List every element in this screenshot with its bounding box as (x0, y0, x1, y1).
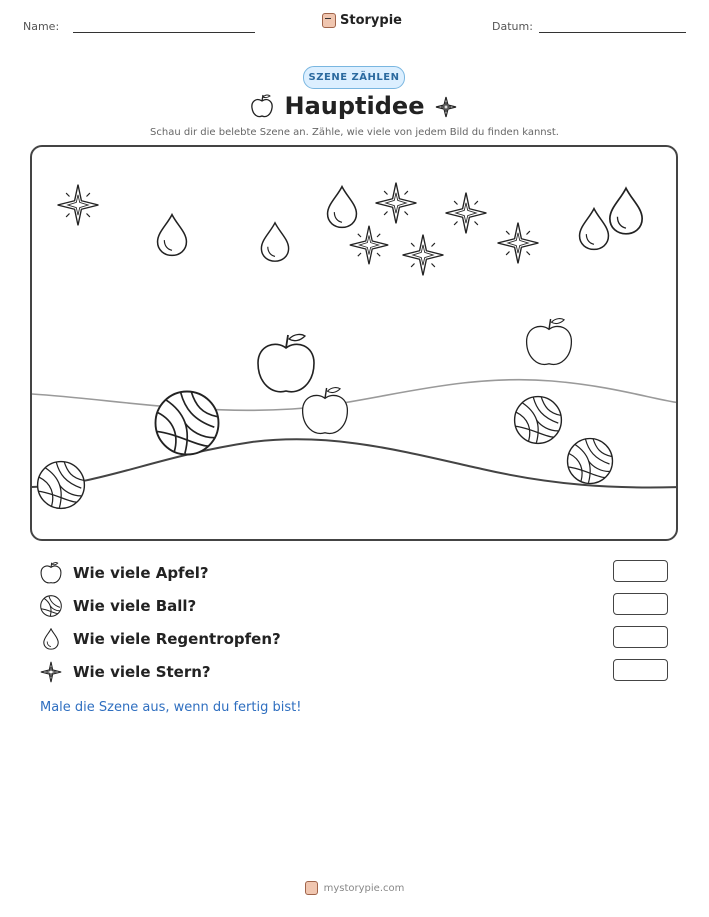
sparkle-star-icon (58, 185, 99, 226)
raindrop-icon (328, 187, 357, 228)
footer (0, 881, 709, 895)
sparkle-star-icon (350, 226, 388, 264)
volleyball-icon (568, 439, 613, 484)
question-text: Wie viele Apfel? (73, 564, 209, 582)
answer-box-apples[interactable] (613, 560, 668, 582)
answer-box-raindrops[interactable] (613, 626, 668, 648)
apple-icon (258, 334, 314, 391)
question-text: Wie viele Regentropfen? (73, 630, 281, 648)
page-title: Hauptidee (284, 92, 425, 120)
raindrop-icon (40, 628, 62, 650)
question-row-balls (40, 593, 196, 619)
raindrop-icon (261, 223, 288, 261)
name-label: Name: (23, 20, 60, 33)
brand-logo (322, 13, 402, 28)
apple-icon (303, 388, 348, 434)
coloring-instruction: Male die Szene aus, wenn du fertig bist! (40, 700, 302, 715)
sparkle-star-icon (498, 223, 539, 264)
date-label: Datum: (492, 20, 533, 33)
apple-icon (40, 562, 62, 584)
date-line[interactable] (539, 32, 686, 33)
question-text: Wie viele Stern? (73, 663, 211, 681)
volleyball-icon (515, 397, 562, 444)
volleyball-icon (40, 595, 62, 617)
question-text: Wie viele Ball? (73, 597, 197, 615)
raindrop-icon (610, 188, 642, 234)
question-row-raindrops (40, 626, 281, 652)
sparkle-star-icon (446, 193, 487, 234)
sparkle-star-icon (433, 94, 459, 120)
sparkle-star-icon (376, 183, 417, 224)
sparkle-star-icon (403, 235, 444, 276)
counting-scene (30, 145, 678, 541)
storypie-logo-icon (322, 13, 336, 28)
volleyball-icon (38, 462, 85, 509)
question-row-stars (40, 659, 211, 685)
volleyball-icon (156, 392, 219, 455)
name-line[interactable] (73, 32, 255, 33)
sparkle-star-icon (40, 661, 62, 683)
scene-illustration (32, 147, 678, 541)
apple-icon (527, 319, 572, 365)
instructions-text: Schau dir die belebte Szene an. Zähle, wie viele von jedem Bild du finden kannst. (150, 127, 559, 138)
answer-box-balls[interactable] (613, 593, 668, 615)
raindrop-icon (158, 215, 187, 256)
question-row-apples (40, 560, 209, 586)
activity-badge: SZENE ZÄHLEN (303, 66, 405, 89)
brand-name: Storypie (340, 13, 402, 28)
storypie-logo-icon (305, 881, 318, 895)
raindrop-icon (580, 209, 609, 250)
footer-url[interactable]: mystorypie.com (323, 882, 405, 894)
answer-box-stars[interactable] (613, 659, 668, 681)
